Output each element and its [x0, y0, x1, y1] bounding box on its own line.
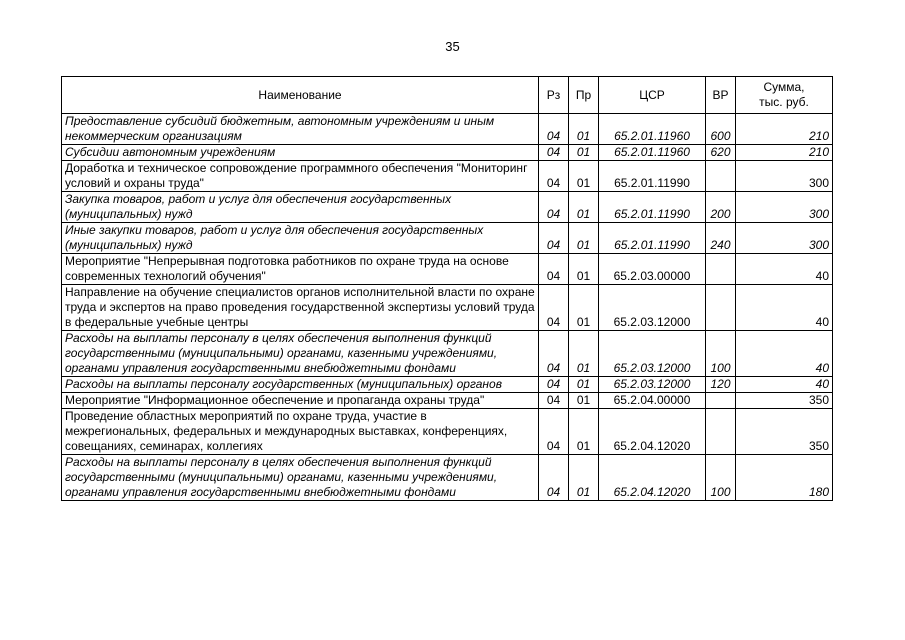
row-sum: 300	[736, 161, 833, 192]
row-sum: 40	[736, 331, 833, 377]
row-rz: 04	[539, 393, 569, 409]
row-name: Расходы на выплаты персоналу государственных (муниципальных) органов	[62, 377, 539, 393]
table-row	[62, 145, 833, 161]
row-sum: 350	[736, 409, 833, 455]
table-row	[62, 223, 833, 254]
row-sum: 300	[736, 223, 833, 254]
table-row	[62, 331, 833, 377]
row-csr: 65.2.03.12000	[599, 331, 706, 377]
table-row	[62, 285, 833, 331]
row-vr	[706, 161, 736, 192]
header-csr: ЦСР	[599, 77, 706, 114]
header-name: Наименование	[62, 77, 539, 114]
row-vr: 620	[706, 145, 736, 161]
row-rz: 04	[539, 377, 569, 393]
row-pr: 01	[569, 455, 599, 501]
row-sum: 300	[736, 192, 833, 223]
table-row	[62, 409, 833, 455]
row-name: Направление на обучение специалистов органов исполнительной власти по охране труда и экспертов на право проведения государственной экспертизы условий труда в федеральные учебные центры	[62, 285, 539, 331]
row-rz: 04	[539, 331, 569, 377]
row-csr: 65.2.01.11960	[599, 145, 706, 161]
row-sum: 210	[736, 114, 833, 145]
row-sum: 350	[736, 393, 833, 409]
table-row	[62, 114, 833, 145]
page-number: 35	[445, 39, 460, 54]
row-sum: 40	[736, 285, 833, 331]
row-name: Доработка и техническое сопровождение программного обеспечения "Мониторинг условий и охраны труда"	[62, 161, 539, 192]
row-vr	[706, 254, 736, 285]
table-row	[62, 377, 833, 393]
row-sum: 210	[736, 145, 833, 161]
row-csr: 65.2.03.12000	[599, 285, 706, 331]
row-pr: 01	[569, 145, 599, 161]
row-rz: 04	[539, 223, 569, 254]
row-vr: 120	[706, 377, 736, 393]
row-pr: 01	[569, 393, 599, 409]
row-rz: 04	[539, 409, 569, 455]
row-csr: 65.2.04.00000	[599, 393, 706, 409]
row-sum: 40	[736, 377, 833, 393]
header-pr: Пр	[569, 77, 599, 114]
header-vr: ВР	[706, 77, 736, 114]
row-csr: 65.2.04.12020	[599, 455, 706, 501]
table-header-row	[62, 77, 833, 114]
row-sum: 40	[736, 254, 833, 285]
row-vr	[706, 393, 736, 409]
table-row	[62, 192, 833, 223]
row-pr: 01	[569, 114, 599, 145]
row-name: Субсидии автономным учреждениям	[62, 145, 539, 161]
row-pr: 01	[569, 377, 599, 393]
row-pr: 01	[569, 223, 599, 254]
row-name: Мероприятие "Информационное обеспечение и пропаганда охраны труда"	[62, 393, 539, 409]
row-pr: 01	[569, 161, 599, 192]
row-rz: 04	[539, 455, 569, 501]
row-rz: 04	[539, 285, 569, 331]
row-csr: 65.2.03.12000	[599, 377, 706, 393]
table-body	[62, 114, 833, 501]
row-csr: 65.2.04.12020	[599, 409, 706, 455]
row-csr: 65.2.03.00000	[599, 254, 706, 285]
row-rz: 04	[539, 254, 569, 285]
row-pr: 01	[569, 285, 599, 331]
row-csr: 65.2.01.11960	[599, 114, 706, 145]
row-pr: 01	[569, 192, 599, 223]
row-vr: 100	[706, 331, 736, 377]
row-sum: 180	[736, 455, 833, 501]
table-row	[62, 455, 833, 501]
row-name: Проведение областных мероприятий по охране труда, участие в межрегиональных, федеральных и международных выставках, конференциях, совещаниях, семинарах, коллегиях	[62, 409, 539, 455]
row-vr	[706, 409, 736, 455]
row-pr: 01	[569, 254, 599, 285]
row-rz: 04	[539, 161, 569, 192]
row-name: Предоставление субсидий бюджетным, автономным учреждениям и иным некоммерческим организациям	[62, 114, 539, 145]
row-csr: 65.2.01.11990	[599, 161, 706, 192]
row-name: Закупка товаров, работ и услуг для обеспечения государственных (муниципальных) нужд	[62, 192, 539, 223]
header-rz: Рз	[539, 77, 569, 114]
row-vr: 200	[706, 192, 736, 223]
row-pr: 01	[569, 331, 599, 377]
row-rz: 04	[539, 114, 569, 145]
table-row	[62, 161, 833, 192]
row-name: Расходы на выплаты персоналу в целях обеспечения выполнения функций государственными (муниципальными) органами, казенными учреждениями, органами управления государственными внебюджетными фондами	[62, 455, 539, 501]
row-name: Мероприятие "Непрерывная подготовка работников по охране труда на основе современных технологий обучения"	[62, 254, 539, 285]
row-csr: 65.2.01.11990	[599, 223, 706, 254]
table-row	[62, 254, 833, 285]
row-name: Расходы на выплаты персоналу в целях обеспечения выполнения функций государственными (муниципальными) органами, казенными учреждениями, органами управления государственными внебюджетными фондами	[62, 331, 539, 377]
row-vr: 240	[706, 223, 736, 254]
row-vr: 100	[706, 455, 736, 501]
row-pr: 01	[569, 409, 599, 455]
header-sum: Сумма, тыс. руб.	[736, 77, 833, 114]
row-csr: 65.2.01.11990	[599, 192, 706, 223]
table-row	[62, 393, 833, 409]
row-rz: 04	[539, 145, 569, 161]
row-vr: 600	[706, 114, 736, 145]
row-name: Иные закупки товаров, работ и услуг для обеспечения государственных (муниципальных) нужд	[62, 223, 539, 254]
budget-table	[61, 76, 833, 501]
row-vr	[706, 285, 736, 331]
row-rz: 04	[539, 192, 569, 223]
